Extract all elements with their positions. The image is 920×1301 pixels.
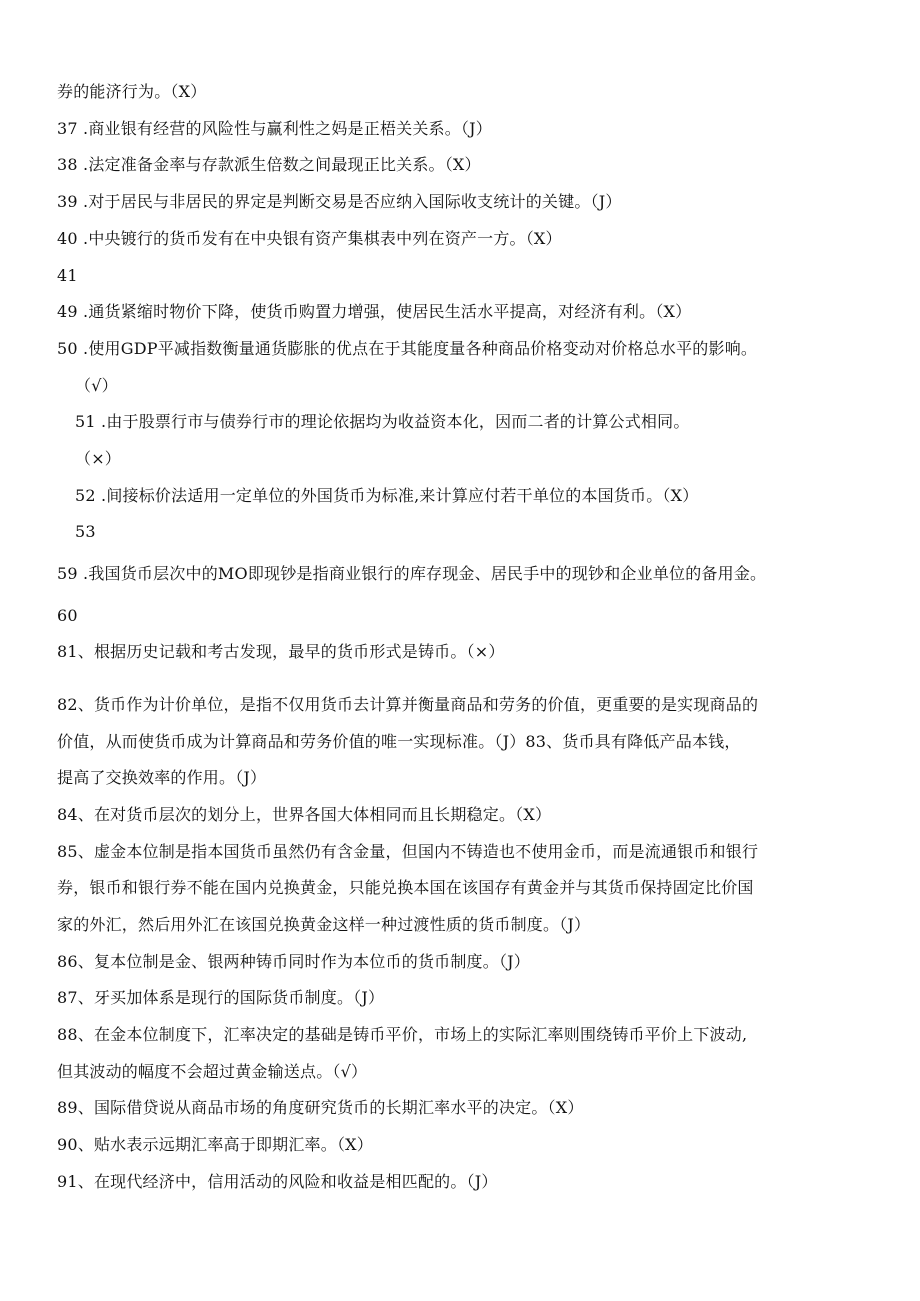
text-line: 49 .通货紧缩时物价下降，使货币购置力增强，使居民生活水平提高，对经济有利。（X） xyxy=(57,302,692,321)
text-line: （×） xyxy=(75,449,122,468)
text-line: 90、贴水表示远期汇率高于即期汇率。（X） xyxy=(57,1135,373,1154)
text-line: 84、在对货币层次的划分上，世界各国大体相同而且长期稳定。（X） xyxy=(57,805,552,824)
text-line: 53 xyxy=(75,522,96,541)
text-line: 但其波动的幅度不会超过黄金输送点。（√） xyxy=(57,1062,368,1081)
text-line: 52 .间接标价法适用一定单位的外国货币为标准,来计算应付若干单位的本国货币。（X） xyxy=(75,486,699,505)
text-line: 51 .由于股票行市与债券行市的理论依据均为收益资本化，因而二者的计算公式相同。 xyxy=(75,412,690,431)
text-line: 券，银币和银行券不能在国内兑换黄金，只能兑换本国在该国存有黄金并与其货币保持固定比价国 xyxy=(57,878,754,897)
text-line: （√） xyxy=(75,376,118,395)
text-line: 81、根据历史记载和考古发现，最早的货币形式是铸币。（×） xyxy=(57,642,505,661)
text-line: 41 xyxy=(57,266,78,285)
text-line: 券的能济行为。（X） xyxy=(57,82,207,101)
text-line: 39 .对于居民与非居民的界定是判断交易是否应纳入国际收支统计的关键。（J） xyxy=(57,192,622,211)
text-line: 89、国际借贷说从商品市场的角度研究货币的长期汇率水平的决定。（X） xyxy=(57,1098,584,1117)
text-line: 88、在金本位制度下，汇率决定的基础是铸币平价，市场上的实际汇率则围绕铸币平价上下波动, xyxy=(57,1025,748,1044)
text-line: 38 .法定准备金率与存款派生倍数之间最现正比关系。（X） xyxy=(57,155,481,174)
text-line: 87、牙买加体系是现行的国际货币制度。（J） xyxy=(57,988,385,1007)
text-line: 提高了交换效率的作用。（J） xyxy=(57,768,267,787)
text-line: 37 .商业银有经营的风险性与赢利性之妈是正梧关关系。（J） xyxy=(57,119,492,138)
text-line: 价值，从而使货币成为计算商品和劳务价值的唯一实现标准。（J）83、货币具有降低产品本钱， xyxy=(57,732,741,751)
text-line: 40 .中央镀行的货币发有在中央银有资产集棋表中列在资产一方。（X） xyxy=(57,229,562,248)
text-line: 60 xyxy=(57,606,78,625)
text-line: 59 .我国货币层次中的MO即现钞是指商业银行的库存现金、居民手中的现钞和企业单位的备用金。 xyxy=(57,564,767,583)
text-line: 85、虚金本位制是指本国货币虽然仍有含金量，但国内不铸造也不使用金币，而是流通银币和银行 xyxy=(57,842,759,861)
text-line: 82、货币作为计价单位，是指不仅用货币去计算并衡量商品和劳务的价值，更重要的是实现商品的 xyxy=(57,695,759,714)
text-line: 家的外汇，然后用外汇在该国兑换黄金这样一种过渡性质的货币制度。（J） xyxy=(57,915,591,934)
text-line: 86、复本位制是金、银两种铸币同时作为本位币的货币制度。（J） xyxy=(57,952,530,971)
text-line: 50 .使用GDP平减指数衡量通货膨胀的优点在于其能度量各种商品价格变动对价格总水平的影响。 xyxy=(57,339,758,358)
text-line: 91、在现代经济中，信用活动的风险和收益是相匹配的。（J） xyxy=(57,1172,498,1191)
